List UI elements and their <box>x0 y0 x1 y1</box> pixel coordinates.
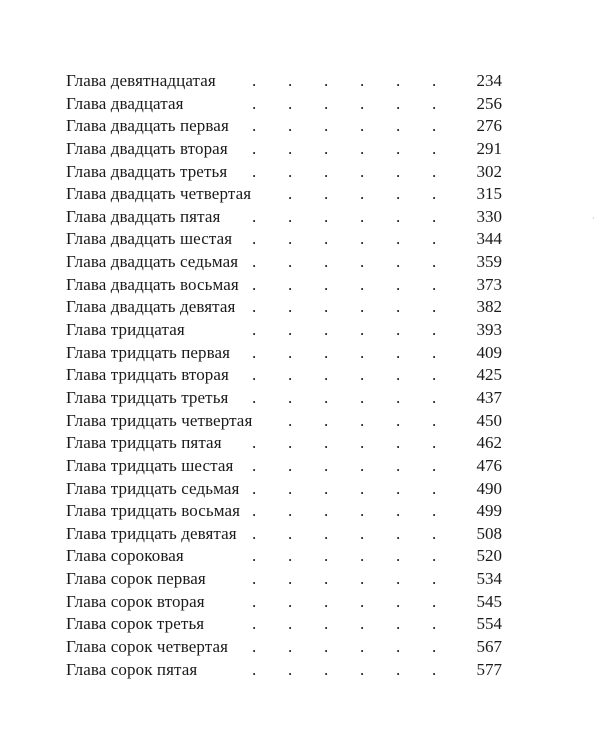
leader-dot: . <box>396 229 401 249</box>
leader-dot: . <box>396 387 401 407</box>
leader-dot: . <box>360 410 365 430</box>
leader-dot: . <box>252 71 257 90</box>
leader-dot: . <box>324 184 329 204</box>
leader-dot: . <box>396 478 401 498</box>
leader-dot: . <box>396 161 401 181</box>
leader-dot: . <box>324 93 329 113</box>
leader-dot: . <box>360 478 365 498</box>
dot-leader <box>66 161 458 184</box>
leader-dot: . <box>360 252 365 272</box>
dot-leader <box>66 296 458 319</box>
leader-dot: . <box>252 614 257 634</box>
leader-dot: . <box>432 501 437 521</box>
leader-dot: . <box>396 342 401 362</box>
leader-dot: . <box>324 410 329 430</box>
leader-dot: . <box>252 365 257 385</box>
leader-dot: . <box>252 637 257 657</box>
leader-dot: . <box>288 229 293 249</box>
toc-entry <box>66 387 502 410</box>
leader-dot: . <box>360 297 365 317</box>
leader-dot: . <box>360 161 365 181</box>
leader-dot: . <box>432 320 437 340</box>
leader-dot: . <box>396 184 401 204</box>
leader-dot: . <box>360 320 365 340</box>
page-number: 330 <box>476 206 502 226</box>
leader-dot: . <box>360 659 365 679</box>
dot-leader <box>66 455 458 478</box>
dot-leader <box>66 568 458 591</box>
dot-leader <box>66 410 458 433</box>
dot-leader <box>66 636 458 659</box>
leader-dot: . <box>432 161 437 181</box>
toc-entry <box>66 636 502 659</box>
leader-dot: . <box>432 116 437 136</box>
leader-dot: . <box>252 433 257 453</box>
page-number: 373 <box>476 274 502 294</box>
leader-dot: . <box>252 93 257 113</box>
leader-dot: . <box>360 116 365 136</box>
toc-entry <box>66 591 502 614</box>
leader-dot: . <box>396 546 401 566</box>
leader-dot: . <box>360 71 365 90</box>
leader-dot: . <box>324 478 329 498</box>
leader-dot: . <box>252 501 257 521</box>
chapter-title: Глава тридцать седьмая <box>66 478 240 498</box>
chapter-title: Глава двадцать шестая <box>66 229 233 249</box>
leader-dot: . <box>432 252 437 272</box>
chapter-title: Глава двадцать девятая <box>66 297 236 317</box>
leader-dot: . <box>252 116 257 136</box>
leader-dot: . <box>288 455 293 475</box>
leader-dot: . <box>396 206 401 226</box>
chapter-title: Глава сорок четвертая <box>66 637 229 657</box>
leader-dot: . <box>288 365 293 385</box>
leader-dot: . <box>324 116 329 136</box>
leader-dot: . <box>432 93 437 113</box>
leader-dot: . <box>396 116 401 136</box>
leader-dot: . <box>360 455 365 475</box>
leader-dot: . <box>288 614 293 634</box>
dot-leader <box>66 591 458 614</box>
leader-dot: . <box>252 478 257 498</box>
leader-dot: . <box>432 365 437 385</box>
dot-leader <box>66 432 458 455</box>
chapter-title: Глава двадцать восьмая <box>66 274 239 294</box>
page-number: 567 <box>476 637 502 657</box>
page-number: 276 <box>476 116 502 136</box>
leader-dot: . <box>432 342 437 362</box>
leader-dot: . <box>396 614 401 634</box>
leader-dot: . <box>324 546 329 566</box>
toc-entry <box>66 568 502 591</box>
leader-dot: . <box>396 297 401 317</box>
toc-entry <box>66 206 502 229</box>
leader-dot: . <box>288 659 293 679</box>
leader-dot: . <box>324 569 329 589</box>
leader-dot: . <box>288 320 293 340</box>
page-number: 359 <box>476 252 502 272</box>
leader-dot: . <box>432 71 437 90</box>
toc-entry <box>66 93 502 116</box>
leader-dot: . <box>360 365 365 385</box>
leader-dot: . <box>252 546 257 566</box>
leader-dot: . <box>360 229 365 249</box>
dot-leader <box>66 183 458 206</box>
leader-dot: . <box>324 365 329 385</box>
leader-dot: . <box>432 614 437 634</box>
leader-dot: . <box>288 116 293 136</box>
leader-dot: . <box>288 71 293 90</box>
toc-entry <box>66 228 502 251</box>
table-of-contents <box>66 70 502 681</box>
leader-dot: . <box>324 501 329 521</box>
toc-entry <box>66 274 502 297</box>
leader-dot: . <box>360 274 365 294</box>
leader-dot: . <box>432 274 437 294</box>
leader-dot: . <box>396 138 401 158</box>
toc-entry <box>66 70 502 93</box>
page-number: 476 <box>476 455 502 475</box>
page-number: 425 <box>476 365 502 385</box>
chapter-title: Глава сорок пятая <box>66 659 198 679</box>
leader-dot: . <box>360 637 365 657</box>
leader-dot: . <box>360 93 365 113</box>
leader-dot: . <box>288 410 293 430</box>
leader-dot: . <box>396 274 401 294</box>
leader-dot: . <box>324 71 329 90</box>
leader-dot: . <box>432 297 437 317</box>
leader-dot: . <box>288 138 293 158</box>
page-number: 393 <box>476 320 502 340</box>
page-number: 291 <box>476 138 502 158</box>
leader-dot: . <box>360 546 365 566</box>
leader-dot: . <box>324 387 329 407</box>
leader-dot: . <box>252 387 257 407</box>
dot-leader <box>66 613 458 636</box>
chapter-title: Глава тридцать первая <box>66 342 231 362</box>
leader-dot: . <box>396 93 401 113</box>
toc-entry <box>66 478 502 501</box>
leader-dot: . <box>324 455 329 475</box>
leader-dot: . <box>324 161 329 181</box>
leader-dot: . <box>288 297 293 317</box>
dot-leader <box>66 342 458 365</box>
leader-dot: . <box>396 433 401 453</box>
leader-dot: . <box>396 569 401 589</box>
toc-entry <box>66 319 502 342</box>
page-number: 508 <box>476 523 502 543</box>
leader-dot: . <box>360 569 365 589</box>
leader-dot: . <box>360 342 365 362</box>
leader-dot: . <box>432 637 437 657</box>
dot-leader <box>66 478 458 501</box>
page-number: 256 <box>476 93 502 113</box>
leader-dot: . <box>252 342 257 362</box>
leader-dot: . <box>432 546 437 566</box>
scan-speck: · <box>592 214 595 223</box>
leader-dot: . <box>324 637 329 657</box>
leader-dot: . <box>432 433 437 453</box>
leader-dot: . <box>252 455 257 475</box>
chapter-title: Глава тридцатая <box>66 320 185 340</box>
toc-entry <box>66 342 502 365</box>
leader-dot: . <box>432 387 437 407</box>
page-number: 520 <box>476 546 502 566</box>
leader-dot: . <box>360 387 365 407</box>
toc-entry <box>66 364 502 387</box>
leader-dot: . <box>432 569 437 589</box>
leader-dot: . <box>288 206 293 226</box>
page-number: 462 <box>476 433 502 453</box>
chapter-title: Глава сорок третья <box>66 614 205 634</box>
leader-dot: . <box>324 614 329 634</box>
toc-entry <box>66 251 502 274</box>
leader-dot: . <box>252 161 257 181</box>
leader-dot: . <box>252 523 257 543</box>
leader-dot: . <box>324 297 329 317</box>
leader-dot: . <box>396 501 401 521</box>
leader-dot: . <box>324 274 329 294</box>
leader-dot: . <box>432 478 437 498</box>
leader-dot: . <box>432 229 437 249</box>
leader-dot: . <box>252 252 257 272</box>
dot-leader <box>66 545 458 568</box>
chapter-title: Глава двадцать седьмая <box>66 252 239 272</box>
leader-dot: . <box>396 637 401 657</box>
leader-dot: . <box>288 274 293 294</box>
leader-dot: . <box>252 320 257 340</box>
leader-dot: . <box>432 591 437 611</box>
page-number: 554 <box>476 614 502 634</box>
dot-leader <box>66 319 458 342</box>
chapter-title: Глава тридцать третья <box>66 387 229 407</box>
dot-leader <box>66 93 458 116</box>
dot-leader <box>66 659 458 682</box>
chapter-title: Глава двадцатая <box>66 93 184 113</box>
chapter-title: Глава тридцать шестая <box>66 455 234 475</box>
leader-dot: . <box>396 591 401 611</box>
leader-dot: . <box>396 252 401 272</box>
leader-dot: . <box>288 387 293 407</box>
leader-dot: . <box>252 569 257 589</box>
page-number: 450 <box>476 410 502 430</box>
leader-dot: . <box>324 138 329 158</box>
leader-dot: . <box>252 659 257 679</box>
page-number: 577 <box>476 659 502 679</box>
leader-dot: . <box>324 659 329 679</box>
leader-dot: . <box>252 229 257 249</box>
leader-dot: . <box>432 184 437 204</box>
leader-dot: . <box>360 523 365 543</box>
chapter-title: Глава двадцать четвертая <box>66 184 252 204</box>
dot-leader <box>66 115 458 138</box>
dot-leader <box>66 523 458 546</box>
chapter-title: Глава тридцать вторая <box>66 365 229 385</box>
toc-entry <box>66 115 502 138</box>
leader-dot: . <box>288 569 293 589</box>
toc-entry <box>66 183 502 206</box>
leader-dot: . <box>396 320 401 340</box>
page-number: 315 <box>476 184 502 204</box>
page-number: 234 <box>476 71 502 90</box>
toc-entry <box>66 500 502 523</box>
leader-dot: . <box>432 659 437 679</box>
leader-dot: . <box>360 184 365 204</box>
leader-dot: . <box>360 206 365 226</box>
leader-dot: . <box>288 184 293 204</box>
chapter-title: Глава двадцать третья <box>66 161 228 181</box>
leader-dot: . <box>324 433 329 453</box>
leader-dot: . <box>288 161 293 181</box>
leader-dot: . <box>396 455 401 475</box>
dot-leader <box>66 138 458 161</box>
chapter-title: Глава тридцать четвертая <box>66 410 253 430</box>
dot-leader <box>66 387 458 410</box>
leader-dot: . <box>360 591 365 611</box>
leader-dot: . <box>360 433 365 453</box>
leader-dot: . <box>288 93 293 113</box>
leader-dot: . <box>360 501 365 521</box>
leader-dot: . <box>288 478 293 498</box>
dot-leader <box>66 274 458 297</box>
chapter-title: Глава сорок первая <box>66 569 206 589</box>
leader-dot: . <box>432 206 437 226</box>
chapter-title: Глава сорок вторая <box>66 591 205 611</box>
page-number: 382 <box>476 297 502 317</box>
chapter-title: Глава тридцать восьмая <box>66 501 241 521</box>
leader-dot: . <box>252 274 257 294</box>
leader-dot: . <box>432 455 437 475</box>
leader-dot: . <box>324 206 329 226</box>
leader-dot: . <box>288 252 293 272</box>
toc-entry <box>66 410 502 433</box>
leader-dot: . <box>396 410 401 430</box>
chapter-title: Глава двадцать вторая <box>66 138 228 158</box>
toc-entry <box>66 545 502 568</box>
chapter-title: Глава тридцать девятая <box>66 523 237 543</box>
page-number: 344 <box>476 229 502 249</box>
page-number: 499 <box>476 501 502 521</box>
leader-dot: . <box>288 591 293 611</box>
dot-leader <box>66 364 458 387</box>
toc-entry <box>66 613 502 636</box>
toc-entry <box>66 138 502 161</box>
leader-dot: . <box>432 138 437 158</box>
toc-entry <box>66 523 502 546</box>
leader-dot: . <box>252 138 257 158</box>
page-number: 409 <box>476 342 502 362</box>
leader-dot: . <box>324 591 329 611</box>
page-number: 490 <box>476 478 502 498</box>
dot-leader <box>66 500 458 523</box>
leader-dot: . <box>288 342 293 362</box>
toc-entry <box>66 432 502 455</box>
leader-dot: . <box>288 523 293 543</box>
toc-entry <box>66 659 502 682</box>
toc-entry <box>66 296 502 319</box>
page-number: 437 <box>476 387 502 407</box>
leader-dot: . <box>396 365 401 385</box>
leader-dot: . <box>324 229 329 249</box>
leader-dot: . <box>324 523 329 543</box>
leader-dot: . <box>252 591 257 611</box>
leader-dot: . <box>396 71 401 90</box>
dot-leader <box>66 70 458 93</box>
toc-entry <box>66 161 502 184</box>
toc-entry <box>66 455 502 478</box>
chapter-title: Глава тридцать пятая <box>66 433 222 453</box>
chapter-title: Глава двадцать первая <box>66 116 229 136</box>
leader-dot: . <box>288 501 293 521</box>
leader-dot: . <box>252 206 257 226</box>
dot-leader <box>66 251 458 274</box>
leader-dot: . <box>396 659 401 679</box>
page-number: 534 <box>476 569 502 589</box>
chapter-title: Глава двадцать пятая <box>66 206 221 226</box>
page-number: 545 <box>476 591 502 611</box>
leader-dot: . <box>432 410 437 430</box>
leader-dot: . <box>252 297 257 317</box>
leader-dot: . <box>324 252 329 272</box>
leader-dot: . <box>360 614 365 634</box>
leader-dot: . <box>288 433 293 453</box>
leader-dot: . <box>288 637 293 657</box>
leader-dot: . <box>324 320 329 340</box>
dot-leader <box>66 228 458 251</box>
leader-dot: . <box>360 138 365 158</box>
leader-dot: . <box>432 523 437 543</box>
leader-dot: . <box>288 546 293 566</box>
leader-dot: . <box>324 342 329 362</box>
chapter-title: Глава девятнадцатая <box>66 71 216 90</box>
leader-dot: . <box>396 523 401 543</box>
dot-leader <box>66 206 458 229</box>
page-number: 302 <box>476 161 502 181</box>
chapter-title: Глава сороковая <box>66 546 184 566</box>
